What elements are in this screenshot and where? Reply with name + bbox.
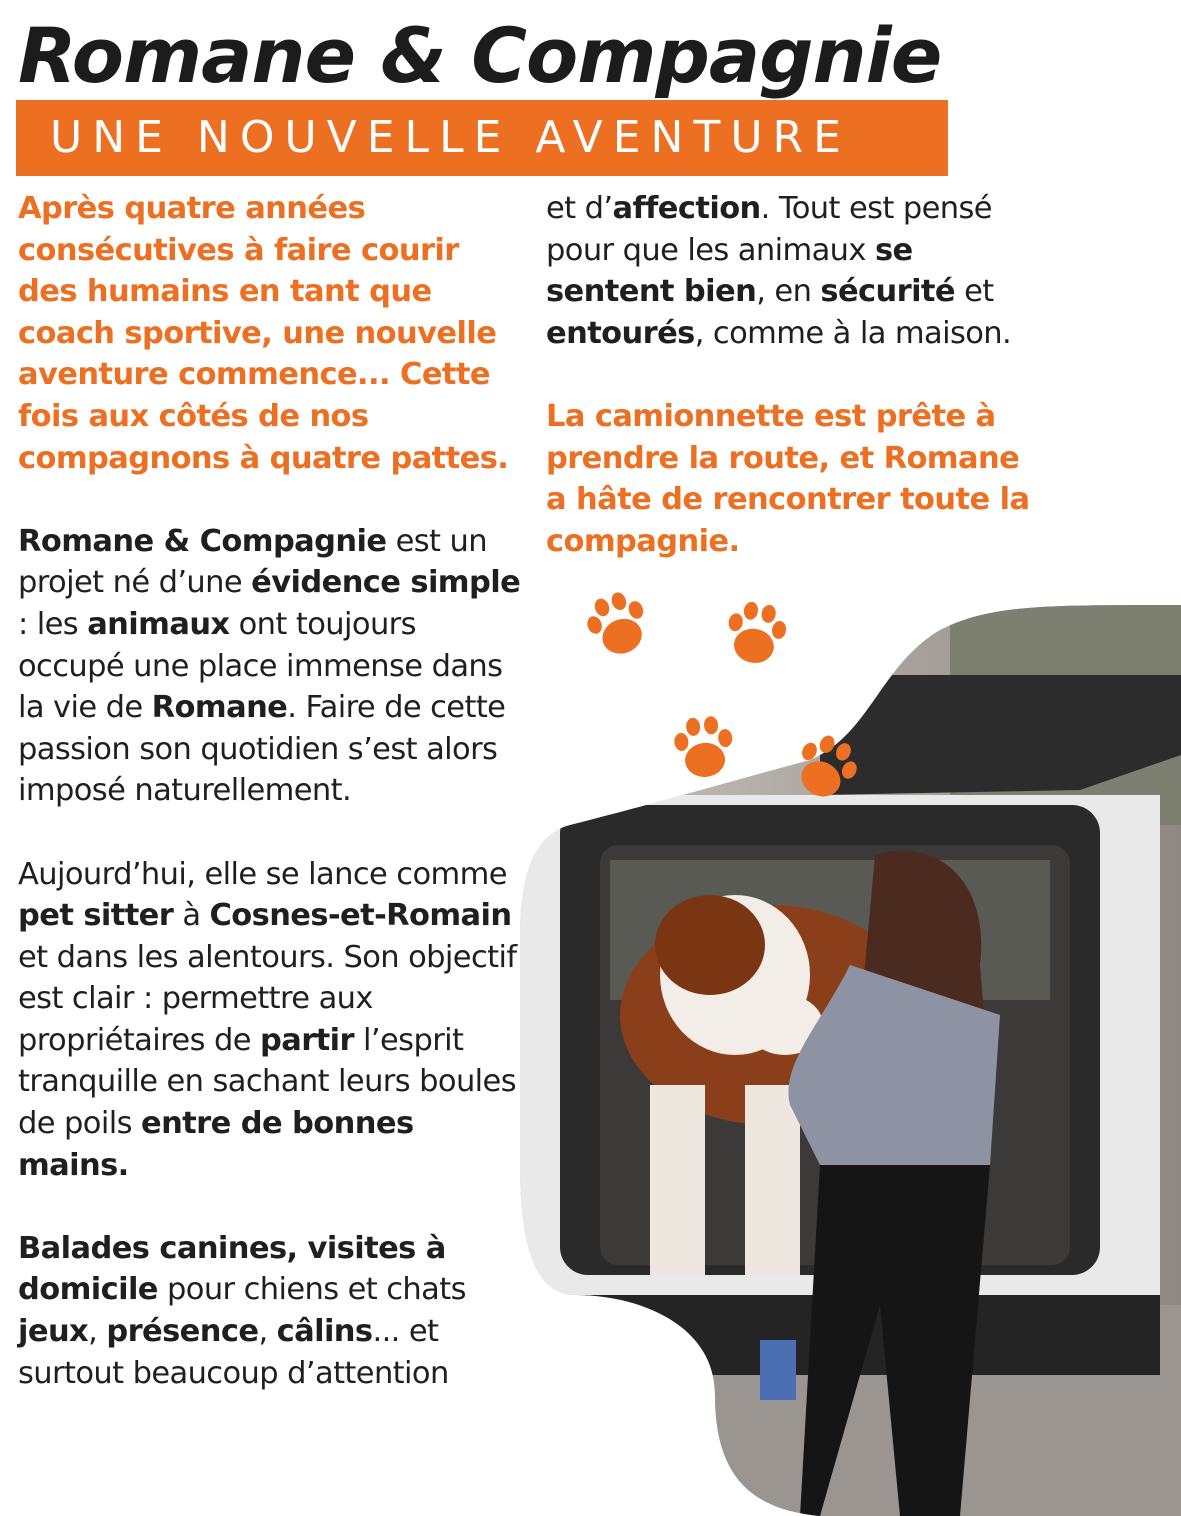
left-column [18,188,523,1436]
intro-paragraph: Après quatre années consécutives à faire courir des humains en tant que coach sportive, une nouvelle aventure commence... Cette fois aux côtés de nos compagnons à quatre pattes. [18,191,509,476]
paw-icon [664,708,744,788]
paw-icon [578,585,658,665]
outro-paragraph: La camionnette est prête à prendre la route, et Romane a hâte de rencontrer toute la compagnie. [546,398,1030,559]
affection-paragraph: et d’affection. Tout est pensé pour que les animaux se sentent bien, en sécurité et entourés, comme à la maison. [546,191,1012,351]
section-banner: UNE NOUVELLE AVENTURE [16,100,948,176]
service-paragraph: Aujourd’hui, elle se lance comme pet sitter à Cosnes-et-Romain et dans les alentours. Son objectif est clair : permettre aux propriétaires de partir l’esprit tranquille en sachant leurs boules de poils entre de bonnes mains. [18,856,517,1183]
right-column [546,188,1046,604]
project-paragraph: Romane & Compagnie est un projet né d’une évidence simple : les animaux ont toujours occupé une place immense dans la vie de Romane. Faire de cette passion son quotidien s’est alors imposé naturellement. [18,523,521,809]
activities-paragraph: Balades canines, visites à domicile pour chiens et chats jeux, présence, câlins... et surtout beaucoup d’attention [18,1230,466,1391]
paw-icon [786,728,866,808]
page-title: Romane & Compagnie [18,11,942,100]
paw-icon [716,594,796,674]
